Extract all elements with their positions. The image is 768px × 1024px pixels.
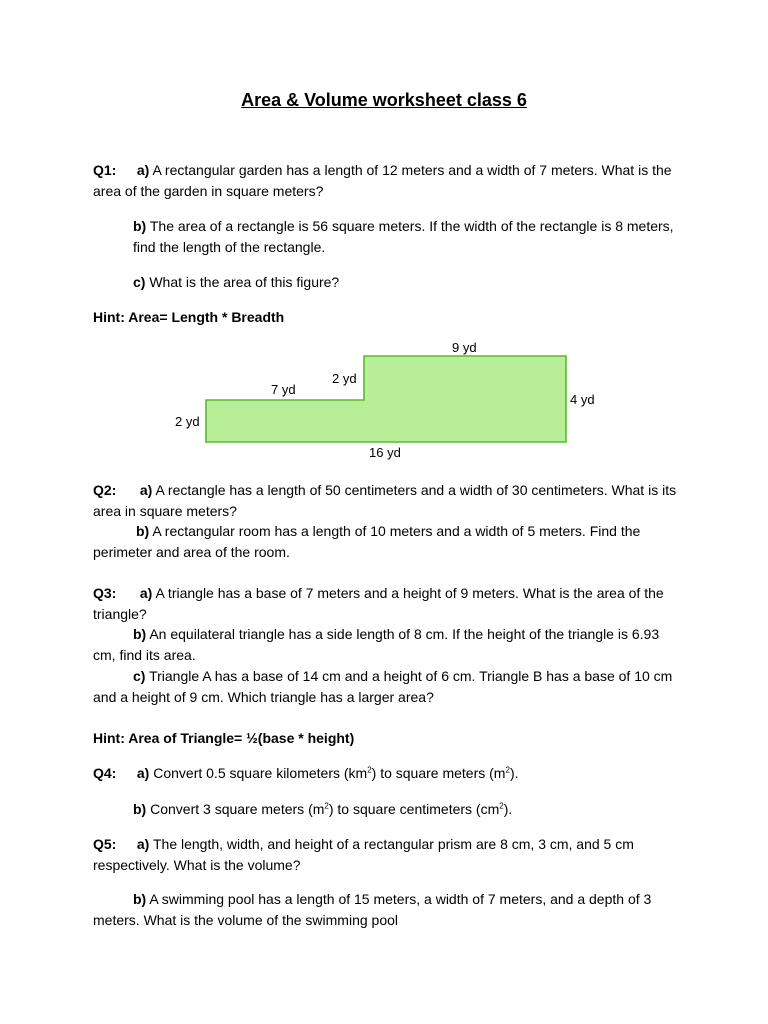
- label-bottom: 16 yd: [369, 445, 401, 460]
- part-label: a): [139, 482, 153, 498]
- question-number: Q2:: [93, 482, 117, 498]
- question-number: Q3:: [93, 585, 117, 601]
- page-title: Area & Volume worksheet class 6: [241, 90, 527, 110]
- question-text: A triangle has a base of 7 meters and a height of 9 meters. What is the area of the triangle?: [93, 585, 664, 622]
- part-label: c): [133, 274, 146, 290]
- q2-part-a: [93, 480, 678, 522]
- question-text: The area of a rectangle is 56 square meters. If the width of the rectangle is 8 meters, find the length of the rectangle.: [133, 218, 674, 255]
- question-text: A rectangular room has a length of 10 meters and a width of 5 meters. Find the perimeter and area of the room.: [93, 523, 641, 560]
- step-shape: [206, 356, 566, 442]
- hint-area-rectangle: Hint: Area= Length * Breadth: [93, 309, 285, 325]
- q3-part-b: [93, 624, 678, 666]
- question-number: Q4:: [93, 765, 117, 781]
- part-label: a): [136, 836, 150, 852]
- hint-area-triangle: Hint: Area of Triangle= ½(base * height): [93, 730, 355, 746]
- part-label: b): [133, 626, 147, 642]
- label-right: 4 yd: [570, 392, 595, 407]
- question-text: Convert 0.5 square kilometers $(km^2)$ to square meters $(m^2)$.: [153, 765, 519, 781]
- question-text: A rectangular garden has a length of 12 meters and a width of 7 meters. What is the area of the garden in square meters?: [93, 162, 672, 199]
- q3-part-a: [93, 583, 678, 625]
- question-number: Q1:: [93, 162, 117, 178]
- q3-part-c: [93, 666, 678, 708]
- question-text: The length, width, and height of a rectangular prism are 8 cm, 3 cm, and 5 cm respectively. What is the volume?: [93, 836, 634, 873]
- q2-part-b: [93, 521, 678, 563]
- label-top: 9 yd: [452, 340, 477, 355]
- part-label: a): [136, 765, 150, 781]
- step-shape-figure: [168, 334, 608, 466]
- q1-part-a: [93, 160, 678, 202]
- part-label: b): [133, 891, 147, 907]
- question-number: Q5:: [93, 836, 117, 852]
- part-label: a): [136, 162, 150, 178]
- q5-part-a: [93, 834, 678, 876]
- part-label: c): [133, 668, 146, 684]
- question-text: What is the area of this figure?: [149, 274, 340, 290]
- part-label: b): [136, 523, 150, 539]
- part-label: a): [139, 585, 153, 601]
- question-text: A rectangle has a length of 50 centimeters and a width of 30 centimeters. What is its area in square meters?: [93, 482, 677, 519]
- step-shape-diagram: [168, 334, 608, 466]
- label-left: 2 yd: [175, 414, 200, 429]
- q4-part-b: [93, 799, 678, 820]
- question-text: An equilateral triangle has a side length of 8 cm. If the height of the triangle is 6.93 cm, find its area.: [93, 626, 660, 663]
- q4-part-a: [93, 763, 678, 784]
- q1-part-c: [93, 272, 678, 293]
- label-step-width: 7 yd: [271, 382, 296, 397]
- label-step-height: 2 yd: [332, 371, 357, 386]
- question-text: Convert 3 square meters $(m^2)$ to square centimeters $(cm^2)$.: [150, 801, 513, 817]
- part-label: b): [133, 801, 147, 817]
- q1-part-b: [93, 216, 678, 258]
- question-text: A swimming pool has a length of 15 meters, a width of 7 meters, and a depth of 3 meters. What is the volume of the swimming pool: [93, 891, 652, 928]
- question-text: Triangle A has a base of 14 cm and a height of 6 cm. Triangle B has a base of 10 cm and a height of 9 cm. Which triangle has a larger area?: [93, 668, 673, 705]
- part-label: b): [133, 218, 147, 234]
- q5-part-b: [93, 889, 678, 931]
